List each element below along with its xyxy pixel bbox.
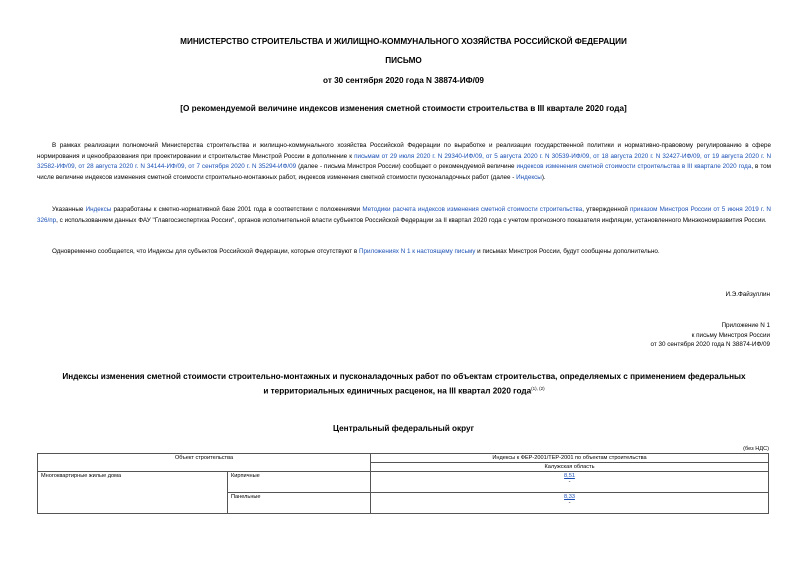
- link-indices-iii-quarter[interactable]: индексов изменения сметной стоимости строительства в III квартале 2020 года: [516, 163, 752, 170]
- header-indices: Индексы к ФЕР-2001/ТЕР-2001 по объектам строительства: [371, 454, 769, 463]
- document-subject: [О рекомендуемой величине индексов изменения сметной стоимости строительства в III квартале 2020 года]: [180, 104, 627, 113]
- index-sub: -: [568, 500, 571, 506]
- link-methodology[interactable]: Методики расчета индексов изменения сметной стоимости строительства: [362, 206, 583, 213]
- link-indices[interactable]: Индексы: [516, 173, 542, 181]
- document-type: ПИСЬМО: [385, 56, 422, 65]
- p2-text-1: Указанные: [52, 206, 86, 213]
- p1-text-1: В рамках реализации полномочий Министерства строительства и жилищно-коммунального хозяйства Российской Федерации по выработке и реализации государственной политики и нормативно-правовому регулированию в сфере нормирования и ценообразования при проектировании и строительстве Минстрой России в дополнение к: [37, 142, 771, 160]
- cell-value: [371, 493, 769, 514]
- ministry-heading: МИНИСТЕРСТВО СТРОИТЕЛЬСТВА И ЖИЛИЩНО-КОММУНАЛЬНОГО ХОЗЯЙСТВА РОССИЙСКОЙ ФЕДЕРАЦИИ: [180, 37, 627, 46]
- link-indices-2[interactable]: Индексы: [85, 206, 112, 213]
- link-appendix-1[interactable]: Приложениях N 1 к настоящему письму: [358, 248, 476, 255]
- paragraph-3: [37, 247, 771, 258]
- p2-text-4: , с использованием данных ФАУ "Главгосэкспертиза России", органов исполнительной власти субъектов Российской Федерации за II квартал 2020 года с учетом прогнозного показателя инфляции, установленного Минэкономразвития России.: [56, 216, 767, 224]
- appendix-title: [60, 371, 748, 398]
- p3-text-1: Одновременно сообщается, что Индексы для субъектов Российской Федерации, которые отсутствуют в: [52, 248, 359, 255]
- p2-text-2: разработаны к сметно-нормативной базе 2001 года в соответствии с положениями: [111, 206, 363, 213]
- vat-note: (без НДС): [743, 446, 769, 452]
- p2-text-3: , утвержденной: [582, 206, 631, 213]
- indices-table: [37, 453, 769, 514]
- p1-text-2: (далее - письма Минстроя России) сообщает о рекомендуемой величине: [296, 163, 517, 170]
- header-object: Объект строительства: [38, 454, 371, 472]
- document-date-number: от 30 сентября 2020 года N 38874-ИФ/09: [323, 76, 484, 85]
- index-value[interactable]: 8,33: [564, 494, 575, 500]
- table-header-row: [38, 454, 769, 463]
- p3-text-2: и письмах Минстроя России, будут сообщены дополнительно.: [475, 248, 660, 255]
- appendix-line-1: Приложение N 1: [721, 322, 770, 329]
- federal-district-heading: Центральный федеральный округ: [333, 424, 474, 433]
- p1-text-3: , в том числе величине индексов изменения сметной стоимости строительно-монтажных работ, индексов изменения сметной стоимости пусконаладочных работ (далее -: [37, 163, 771, 181]
- p1-text-4: ).: [541, 173, 546, 181]
- appendix-title-footnote-mark[interactable]: (1), (2): [531, 386, 545, 391]
- cell-type: Кирпичные: [228, 472, 371, 493]
- appendix-line-3: от 30 сентября 2020 года N 38874-ИФ/09: [650, 341, 770, 348]
- link-letters[interactable]: письмам от 29 июля 2020 г. N 29340-ИФ/09, от 5 августа 2020 г. N 30539-ИФ/09, от 18 августа 2020 г. N 32427-ИФ/09, от 19 августа 2020 г. N 32582-ИФ/09, от 28 августа 2020 г. N 34144-ИФ/09, от 7 сентября 2020 г. N 35294-ИФ/09: [37, 152, 772, 170]
- header-region: Калужская область: [371, 463, 769, 472]
- appendix-reference: [650, 321, 770, 350]
- signature: И.Э.Файзуллин: [725, 291, 770, 298]
- cell-object: Многоквартирные жилые дома: [38, 472, 228, 514]
- paragraph-2: [37, 205, 771, 226]
- table-row: [38, 472, 769, 493]
- cell-type: Панельные: [228, 493, 371, 514]
- index-value[interactable]: 8,51: [564, 473, 575, 479]
- cell-value: [371, 472, 769, 493]
- link-order-326[interactable]: приказом Минстроя России от 5 июня 2019 г. N 326/пр: [37, 206, 771, 224]
- index-sub: -: [568, 479, 571, 485]
- appendix-title-text: Индексы изменения сметной стоимости строительно-монтажных и пусконаладочных работ по объектам строительства, определяемых с применением федеральных и территориальных единичных расценок, на III квартал 2020 года: [62, 372, 746, 396]
- appendix-line-2: к письму Минстроя России: [691, 331, 770, 339]
- paragraph-1: [37, 141, 771, 183]
